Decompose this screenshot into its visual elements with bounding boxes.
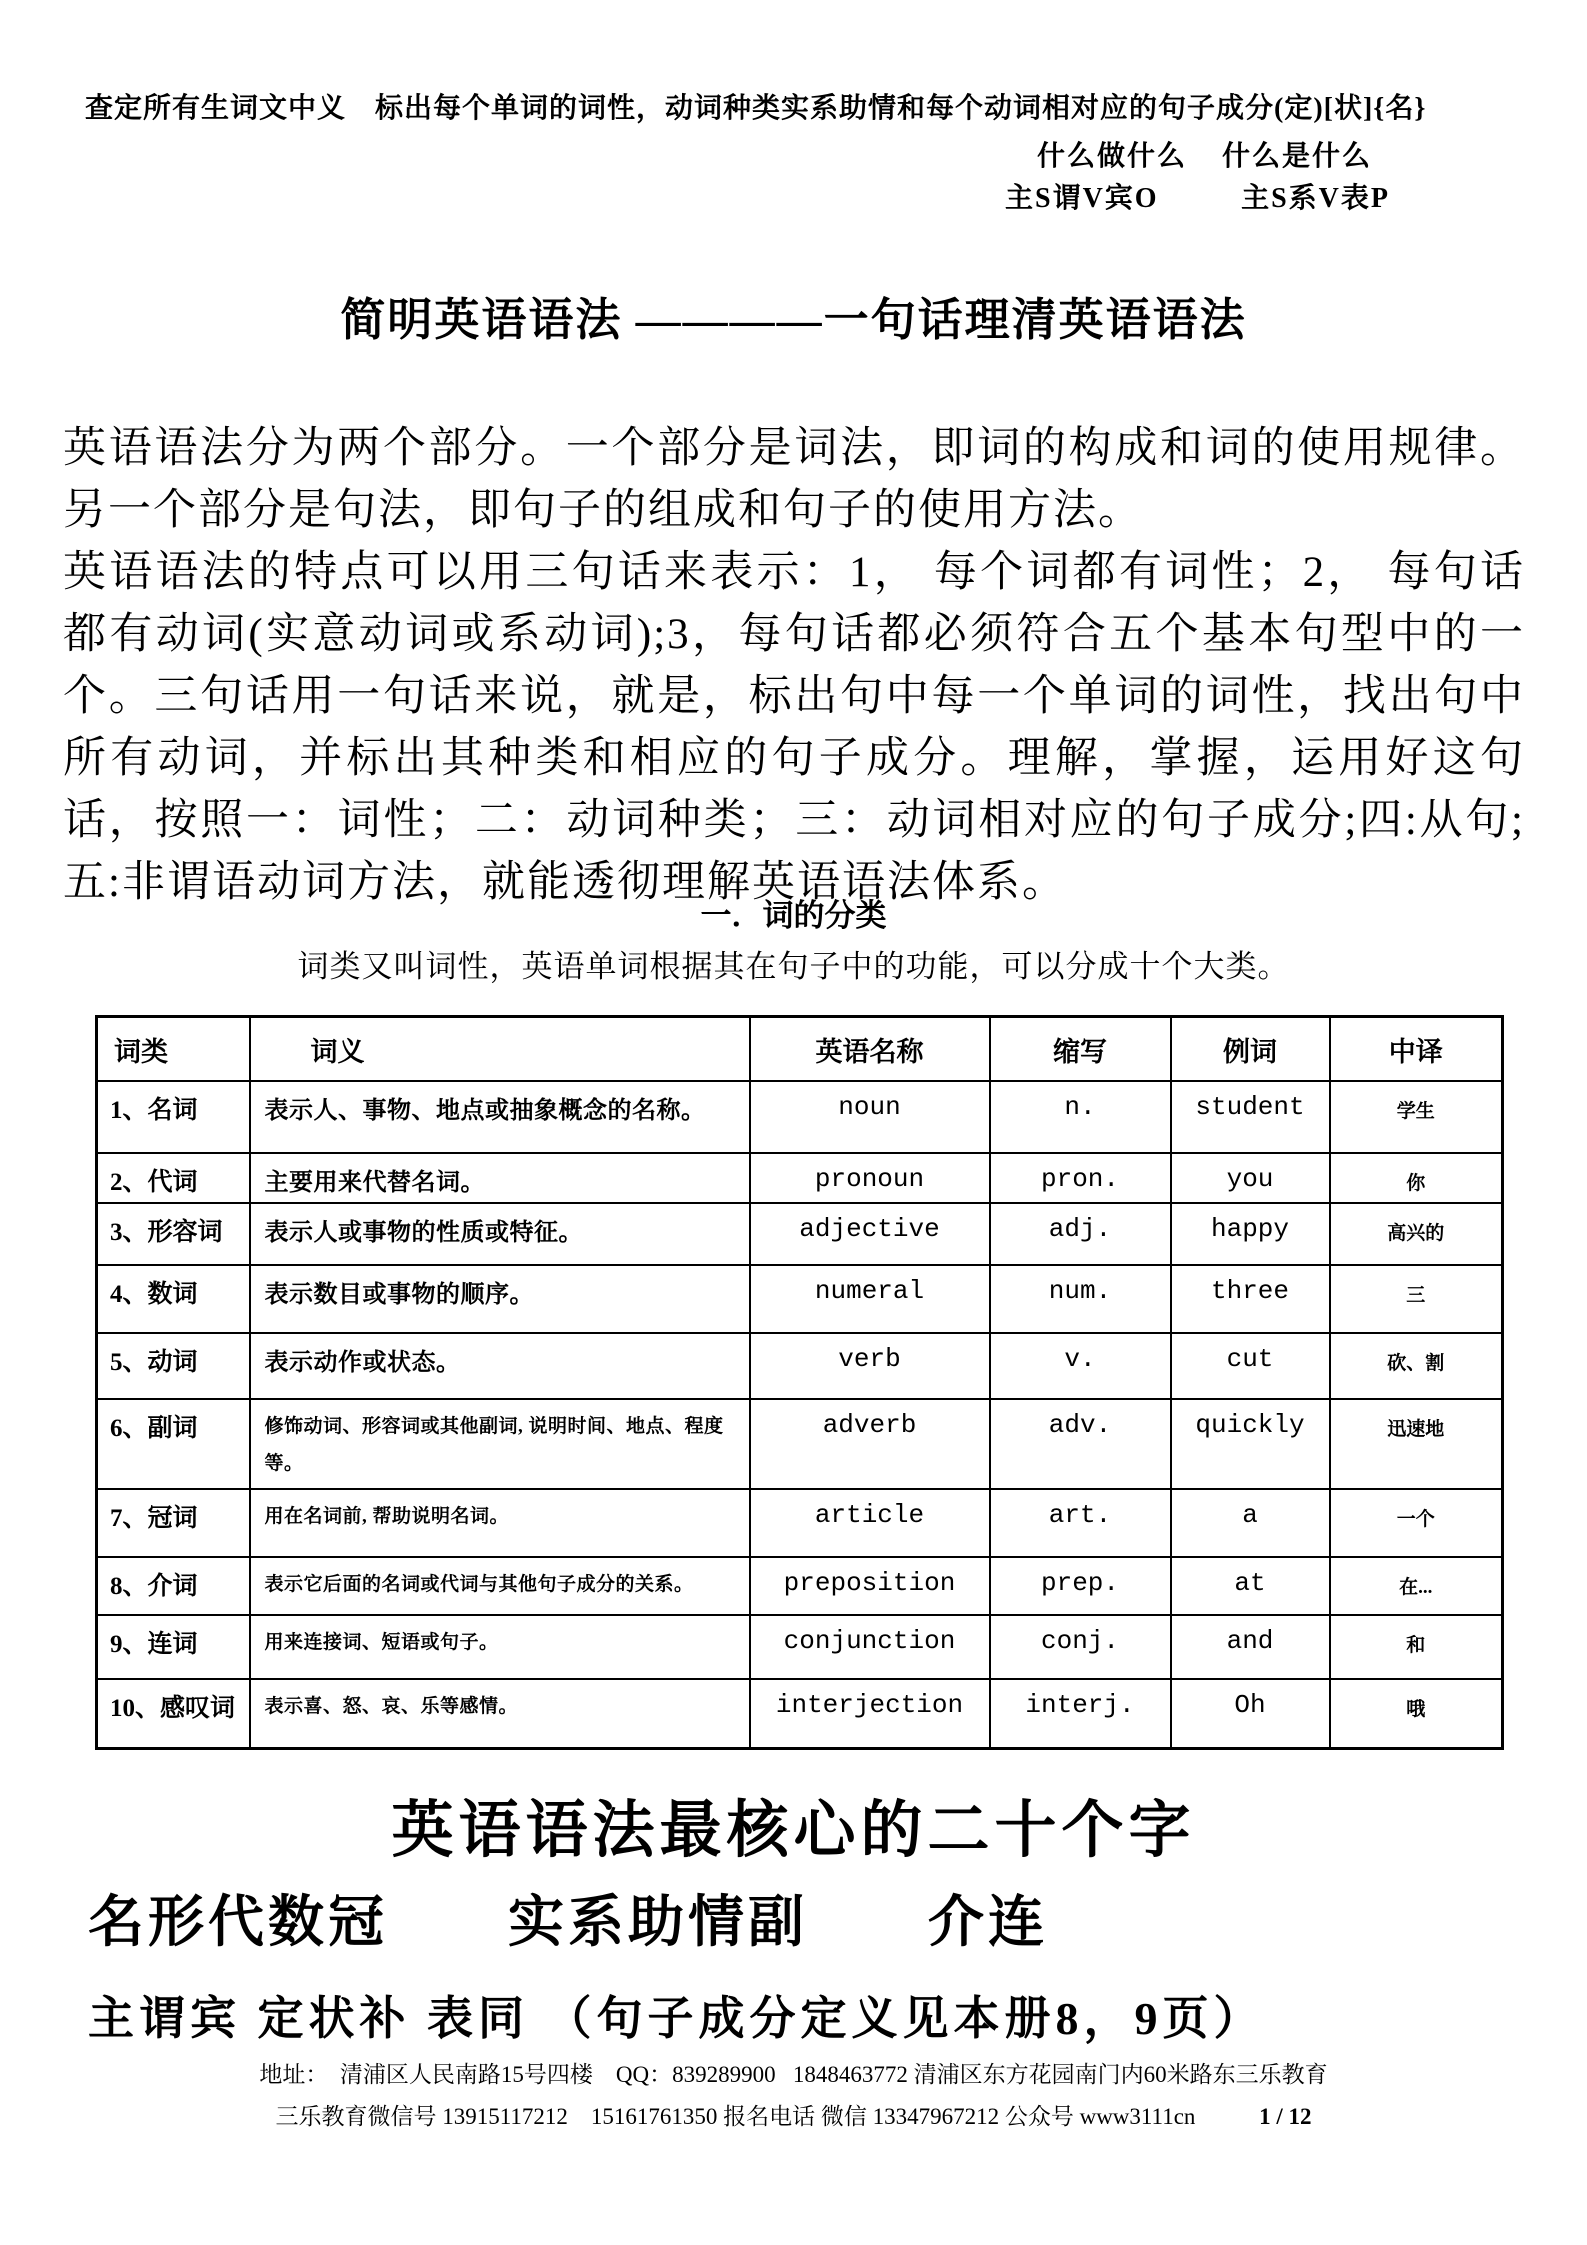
table-cell: 1、名词 [97,1081,250,1153]
table-row-pronoun [97,1153,1503,1203]
table-cell: preposition [750,1557,990,1615]
table-cell: 高兴的 [1330,1203,1503,1265]
column-header-meaning: 词义 [250,1017,750,1081]
table-cell: 一个 [1330,1489,1503,1557]
table-cell: prep. [990,1557,1171,1615]
formula-row-2 [1005,175,1390,217]
table-cell: 和 [1330,1615,1503,1679]
table-cell: 2、代词 [97,1153,250,1203]
table-cell: a [1171,1489,1330,1557]
table-row-preposition [97,1557,1503,1615]
table-cell: num. [990,1265,1171,1333]
table-cell: you [1171,1153,1330,1203]
footer-contact-line [0,2098,1587,2131]
formula-what-is: 什么是什么 [1221,141,1372,172]
page-number: 1 / 12 [1259,2104,1312,2129]
table-cell: 9、连词 [97,1615,250,1679]
table-cell: 哦 [1330,1679,1503,1749]
table-row-adverb [97,1399,1503,1489]
table-row-noun [97,1081,1503,1153]
table-cell: Oh [1171,1679,1330,1749]
column-header-word-class: 词类 [97,1017,250,1081]
footer-address: 地址： 清浦区人民南路15号四楼 QQ：839289900 1848463772 清浦区东方花园南门内60米路东三乐教育 [259,2062,1328,2087]
table-cell: happy [1171,1203,1330,1265]
formula-svp: 主S系V表P [1241,183,1390,214]
table-cell: 3、形容词 [97,1203,250,1265]
table-row-adjective [97,1203,1503,1265]
table-cell: adv. [990,1399,1171,1489]
header-annotation: 查定所有生词文中义 标出每个单词的词性，动词种类实系助情和每个动词相对应的句子成分(定)[状]{名} [85,93,1427,124]
core-heading: 英语语法最核心的二十个字 [391,1797,1196,1865]
table-cell: 表示喜、怒、哀、乐等感情。 [250,1679,750,1749]
table-cell: numeral [750,1265,990,1333]
table-cell: 主要用来代替名词。 [250,1153,750,1203]
table-cell: conjunction [750,1615,990,1679]
column-header-example: 例词 [1171,1017,1330,1081]
table-cell: n. [990,1081,1171,1153]
table-cell: and [1171,1615,1330,1679]
table-row-verb [97,1333,1503,1399]
word-classes-table [95,1015,1504,1750]
table-cell: adjective [750,1203,990,1265]
table-cell: 6、副词 [97,1399,250,1489]
table-cell: 迅速地 [1330,1399,1503,1489]
table-cell: quickly [1171,1399,1330,1489]
table-cell: noun [750,1081,990,1153]
table-header-row [97,1017,1503,1081]
table-cell: 表示它后面的名词或代词与其他句子成分的关系。 [250,1557,750,1615]
table-cell: verb [750,1333,990,1399]
table-cell: 在... [1330,1557,1503,1615]
table-cell: 三 [1330,1265,1503,1333]
table-row-numeral [97,1265,1503,1333]
table-cell: at [1171,1557,1330,1615]
table-cell: 学生 [1330,1081,1503,1153]
table-cell: 修饰动词、形容词或其他副词, 说明时间、地点、程度等。 [250,1399,750,1489]
table-cell: 表示人、事物、地点或抽象概念的名称。 [250,1081,750,1153]
column-header-english-name: 英语名称 [750,1017,990,1081]
footer-contact: 三乐教育微信号 13915117212 15161761350 报名电话 微信 13347967212 公众号 www3111cn [275,2104,1196,2129]
table-cell: 你 [1330,1153,1503,1203]
table-cell: 10、感叹词 [97,1679,250,1749]
table-cell: adj. [990,1203,1171,1265]
table-cell: 7、冠词 [97,1489,250,1557]
table-cell: pronoun [750,1153,990,1203]
table-cell: art. [990,1489,1171,1557]
table-cell: 8、介词 [97,1557,250,1615]
page-title: 简明英语语法 ————一句话理清英语语法 [340,295,1247,345]
core-sentence-components: 主谓宾 定状补 表同 （句子成分定义见本册8，9页） [88,1993,1265,2044]
paragraph-overview: 英语语法分为两个部分。一个部分是词法，即词的构成和词的使用规律。另一个部分是句法，即句子的组成和句子的使用方法。 [63,425,1525,534]
formula-what-do: 什么做什么 [1037,141,1188,172]
table-cell: student [1171,1081,1330,1153]
table-cell: 4、数词 [97,1265,250,1333]
table-cell: 表示人或事物的性质或特征。 [250,1203,750,1265]
table-cell: 表示动作或状态。 [250,1333,750,1399]
table-cell: 砍、割 [1330,1333,1503,1399]
table-cell: three [1171,1265,1330,1333]
header-formula-block [1005,133,1390,217]
section-subheading: 词类又叫词性，英语单词根据其在句子中的功能，可以分成十个大类。 [297,949,1290,984]
table-row-article [97,1489,1503,1557]
column-header-abbreviation: 缩写 [990,1017,1171,1081]
section-heading: 一．词的分类 [700,898,887,933]
intro-paragraphs [63,418,1525,914]
table-row-interjection [97,1679,1503,1749]
table-row-conjunction [97,1615,1503,1679]
formula-row-1 [1005,133,1390,175]
table-cell: interj. [990,1679,1171,1749]
table-cell: cut [1171,1333,1330,1399]
table-cell: 用在名词前, 帮助说明名词。 [250,1489,750,1557]
page-footer [0,2056,1587,2131]
table-cell: 表示数目或事物的顺序。 [250,1265,750,1333]
table-cell: pron. [990,1153,1171,1203]
table-cell: article [750,1489,990,1557]
formula-svo: 主S谓V宾O [1005,183,1159,214]
table-cell: interjection [750,1679,990,1749]
table-cell: adverb [750,1399,990,1489]
column-header-translation: 中译 [1330,1017,1503,1081]
table-cell: 5、动词 [97,1333,250,1399]
table-cell: conj. [990,1615,1171,1679]
paragraph-three-sentences: 英语语法的特点可以用三句话来表示：1， 每个词都有词性；2， 每句话都有动词(实意动词或系动词);3，每句话都必须符合五个基本句型中的一个。三句话用一句话来说，就是，标出句中每一个单词的词性，找出句中所有动词，并标出其种类和相应的句子成分。理解，掌握，运用好这句话，按照一：词性；二：动词种类；三：动词相对应的句子成分;四:从句;五:非谓语动词方法，就能透彻理解英语语法体系。 [63,549,1525,906]
core-twenty-words: 名形代数冠 实系助情副 介连 [88,1892,1048,1954]
table-cell: v. [990,1333,1171,1399]
table-cell: 用来连接词、短语或句子。 [250,1615,750,1679]
